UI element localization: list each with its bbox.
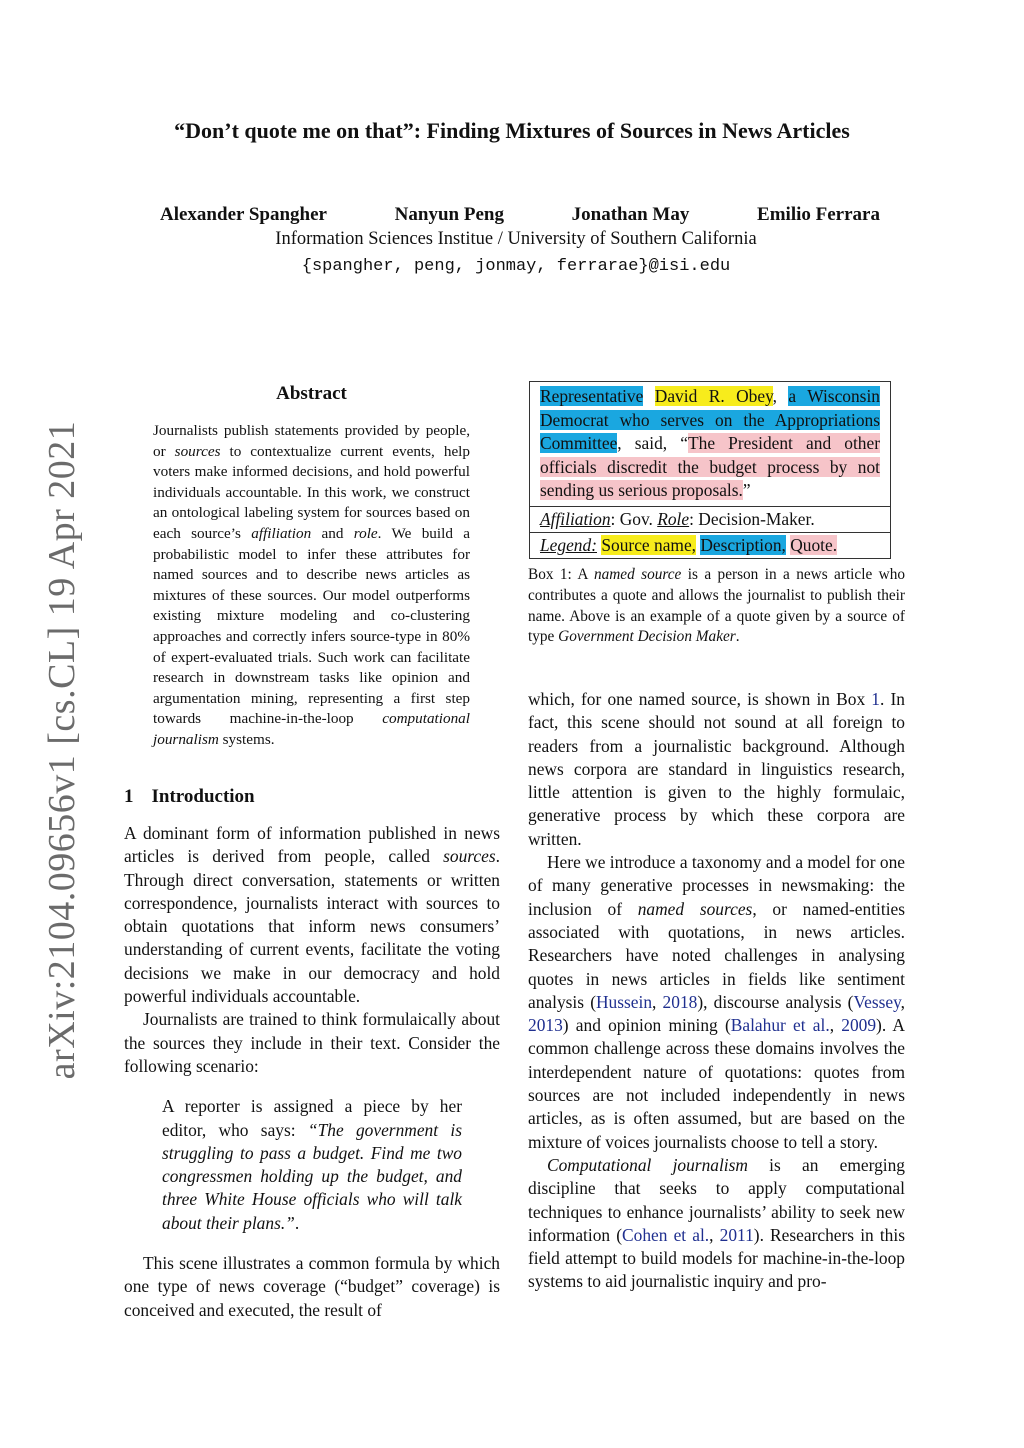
section-heading-introduction: 1 Introduction	[124, 786, 255, 807]
right-column-text	[528, 688, 905, 1294]
abstract-heading: Abstract	[276, 383, 347, 404]
citation-year-link[interactable]: 2013	[528, 1015, 563, 1036]
email-text: {spangher, peng, jonmay, ferrarae}@isi.edu	[301, 257, 731, 276]
scenario-quote: A reporter is assigned a piece by her editor, who says: “The government is struggling to pass a budget. Find me two congressmen holding up the budget, and three White House officials who will talk about their plans.”.	[162, 1096, 462, 1233]
author-emails	[0, 254, 1024, 276]
citation-link[interactable]: Balahur et al.	[730, 1015, 830, 1036]
legend-row: Legend: Source name, Description, Quote.	[530, 532, 890, 558]
paragraph: A dominant form of information published in news articles is derived from people, called sources. Through direct conversation, statements or written correspondence, journalists interact with sources to obtain quotations that inform news consumers’ understanding of current events, facilitate the voting decisions we make in our democracy and hold powerful individuals accountable.	[124, 823, 500, 1007]
paragraph: Journalists are trained to think formulaically about the sources they include in their text. Consider the following scenario:	[124, 1009, 500, 1076]
source-name-highlight: David R. Obey	[654, 386, 773, 406]
citation-link[interactable]: Vessey	[853, 991, 901, 1012]
quote-highlight: The President and other officials discredit the budget process by not sending us serious proposals.	[540, 433, 880, 500]
arxiv-stamp: arXiv:2104.09656v1 [cs.CL] 19 Apr 2021	[41, 420, 83, 1080]
author-name: Alexander Spangher	[160, 204, 327, 225]
box-caption: Box 1: A named source is a person in a news article who contributes a quote and allows the journalist to publish their name. Above is an example of a quote given by a source of type Government Decision Maker.	[528, 566, 905, 646]
paragraph: Here we introduce a taxonomy and a model for one of many generative processes in newsmaking: the inclusion of named sources, or named-entities associated with quotations, in news articles. Researchers have noted challenges in analysing quotes in news articles in fields like sentiment analysis (Hussein, 2018), discourse analysis (Vessey, 2013) and opinion mining (Balahur et al., 2009). A common challenge across these domains involves the interdependent nature of quotations: quotes from sources are not included independently in news articles, as is often assumed, but are based on the mixture of voices journalists choose to tell a story.	[528, 852, 906, 1152]
example-quote: Representative David R. Obey, a Wisconsin Democrat who serves on the Appropriations Committee, said, “The President and other officials discredit the budget process by not sending us serious proposals.”	[540, 386, 880, 500]
legend-source: Source name,	[601, 534, 697, 555]
paper-title: “Don’t quote me on that”: Finding Mixtures of Sources in News Articles	[174, 118, 850, 143]
author-name: Jonathan May	[571, 204, 690, 225]
example-box	[529, 381, 891, 559]
abstract-body: Journalists publish statements provided by people, or sources to contextualize current events, help voters make informed decisions, and hold powerful individuals accountable. In this work, we construct an ontological labeling system for sources based on each source’s affiliation and role. We build a probabilistic model to infer these attributes for named sources and to describe news articles as mixtures of these sources. Our model outperforms existing mixture modeling and co-clustering approaches and correctly infers source-type in 80% of expert-evaluated trials. Such work can facilitate research in downstream tasks like opinion and argumentation mining, representing a first step towards machine-in-the-loop computational journalism systems.	[153, 422, 470, 748]
affiliation-role-row: Affiliation: Gov. Role: Decision-Maker.	[530, 506, 890, 532]
description-highlight: a Wisconsin Democrat who serves on the Appropriations Committee	[540, 386, 880, 453]
affiliation: Information Sciences Institue / University of Southern California	[275, 229, 757, 249]
left-column-text	[124, 822, 500, 1322]
box-reference-link[interactable]: 1	[871, 689, 880, 709]
citation-year-link[interactable]: 2011	[719, 1224, 754, 1245]
paragraph: This scene illustrates a common formula by which one type of news coverage (“budget” coverage) is conceived and executed, the result of	[124, 1253, 500, 1320]
author-name: Emilio Ferrara	[757, 204, 880, 225]
legend-description: Description,	[700, 534, 786, 555]
author-name: Nanyun Peng	[394, 204, 504, 225]
citation-link[interactable]: Hussein	[595, 991, 653, 1012]
author-list	[160, 204, 880, 226]
citation-year-link[interactable]: 2009	[841, 1015, 877, 1036]
citation-link[interactable]: Cohen et al.	[622, 1224, 710, 1245]
paragraph: which, for one named source, is shown in Box 1. In fact, this scene should not sound at all foreign to readers from a journalistic background. Although news corpora are standard in linguistics research, little attention is given to the highly formulaic, generative process by which these corpora are written.	[528, 689, 905, 849]
paragraph: Computational journalism is an emerging discipline that seeks to apply computational techniques to enhance journalists’ ability to seek new information (Cohen et al., 2011). Researchers in this field attempt to build models for machine-in-the-loop systems to aid journalistic inquiry and pro-	[528, 1154, 905, 1292]
legend-quote: Quote.	[790, 534, 838, 555]
citation-year-link[interactable]: 2018	[662, 991, 698, 1012]
